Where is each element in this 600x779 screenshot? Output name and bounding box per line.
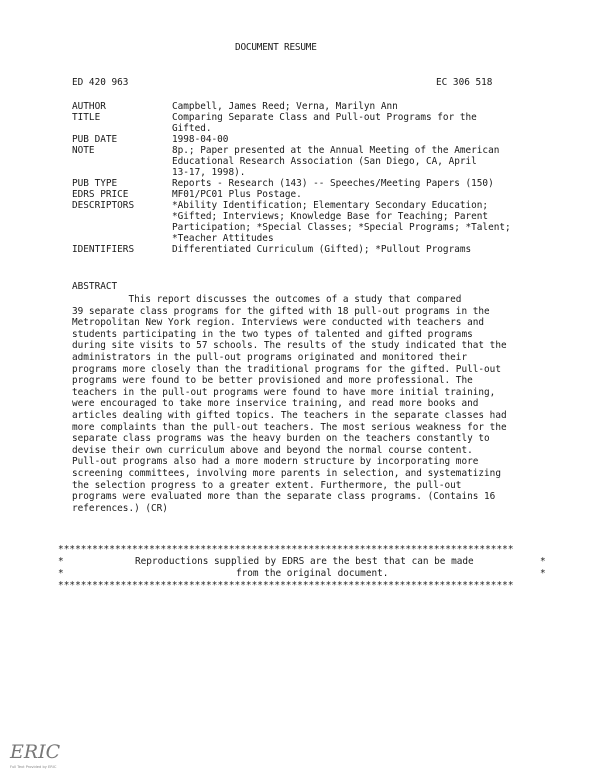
eric-logo-text: ERIC — [10, 741, 61, 763]
field-label: PUB TYPE — [72, 178, 118, 189]
abstract-line: programs more closely than the traditional programs for the gifted. Pull-out — [72, 363, 501, 375]
star-right-2: * — [540, 568, 546, 579]
field-value-line: Educational Research Association (San Diego, CA, April — [172, 156, 477, 167]
field-label: EDRS PRICE — [72, 189, 129, 200]
abstract-label: ABSTRACT — [72, 281, 118, 292]
field-value-line: Reports - Research (143) -- Speeches/Meeting Papers (150) — [172, 178, 494, 189]
field-value — [172, 112, 542, 134]
field-value-line: Differentiated Curriculum (Gifted); *Pullout Programs — [172, 244, 472, 255]
abstract-line: Metropolitan New York region. Interviews were conducted with teachers and — [72, 317, 485, 329]
field-label: AUTHOR — [72, 101, 106, 112]
field-value-line: *Gifted; Interviews; Knowledge Base for Teaching; Parent — [172, 211, 489, 222]
field-value-line: *Teacher Attitudes — [172, 233, 274, 244]
star-left-2: * — [58, 568, 64, 579]
star-left-1: * — [58, 556, 64, 567]
field-value — [172, 134, 542, 145]
field-value — [172, 189, 542, 200]
abstract-line: teachers in the pull-out programs were found to have more initial training, — [72, 386, 496, 398]
field-value — [172, 145, 542, 178]
star-border-top: ******************************************************************************** — [58, 544, 514, 555]
abstract-line: students participating in the two types of talented and gifted programs — [72, 328, 473, 340]
field-row-pub-type — [72, 178, 542, 189]
reproduction-notice-line2: from the original document. — [236, 568, 389, 579]
field-row-title — [72, 112, 542, 134]
document-title: DOCUMENT RESUME — [235, 42, 317, 53]
field-label: DESCRIPTORS — [72, 200, 135, 211]
field-value-line: Participation; *Special Classes; *Special Programs; *Talent; — [172, 222, 511, 233]
field-value-line: Campbell, James Reed; Verna, Marilyn Ann — [172, 101, 398, 112]
star-right-1: * — [540, 556, 546, 567]
abstract-line: This report discusses the outcomes of a study that compared — [72, 294, 462, 305]
field-value-line: *Ability Identification; Elementary Secondary Education; — [172, 200, 489, 211]
field-row-descriptors — [72, 200, 542, 244]
field-label: PUB DATE — [72, 134, 118, 145]
abstract-line: Pull-out programs also had a more modern structure by incorporating more — [72, 456, 479, 468]
metadata-fields — [72, 101, 542, 255]
field-label: IDENTIFIERS — [72, 244, 135, 255]
eric-logo-subtext: Full Text Provided by ERIC — [10, 765, 57, 769]
abstract-line: articles dealing with gifted topics. The teachers in the separate classes had — [72, 409, 507, 421]
field-value-line: 8p.; Paper presented at the Annual Meeting of the American — [172, 145, 500, 156]
abstract-line: were encouraged to take more inservice training, and read more books and — [72, 398, 479, 410]
abstract-line: references.) (CR) — [72, 502, 168, 514]
field-value — [172, 101, 542, 112]
field-value — [172, 200, 542, 244]
reproduction-notice-line1: Reproductions supplied by EDRS are the best that can be made — [135, 556, 474, 567]
abstract-line: during site visits to 57 schools. The results of the study indicated that the — [72, 340, 507, 352]
star-border-bottom: ******************************************************************************** — [58, 580, 514, 591]
abstract-line: screening committees, involving more parents in selection, and systematizing — [72, 467, 501, 479]
field-label: TITLE — [72, 112, 101, 123]
abstract-line: devise their own curriculum above and beyond the normal course content. — [72, 444, 473, 456]
field-row-edrs-price — [72, 189, 542, 200]
field-value-line: 13-17, 1998). — [172, 167, 246, 178]
eric-logo — [8, 738, 61, 772]
ed-number: ED 420 963 — [72, 77, 129, 88]
field-value-line: MF01/PC01 Plus Postage. — [172, 189, 302, 200]
field-row-note — [72, 145, 542, 178]
abstract-line: programs were evaluated more than the separate class programs. (Contains 16 — [72, 491, 496, 503]
abstract-line: the selection progress to a greater extent. Furthermore, the pull-out — [72, 479, 462, 491]
field-value — [172, 244, 542, 255]
abstract-line: programs were found to be better provisioned and more professional. The — [72, 375, 473, 387]
abstract-line: more complaints than the pull-out teachers. The most serious weakness for the — [72, 421, 507, 433]
field-label: NOTE — [72, 145, 95, 156]
field-value-line: Comparing Separate Class and Pull-out Programs for the — [172, 112, 477, 123]
abstract-line: administrators in the pull-out programs originated and monitored their — [72, 351, 468, 363]
field-row-pub-date — [72, 134, 542, 145]
abstract-line: separate class programs was the heavy burden on the teachers constantly to — [72, 433, 490, 445]
field-value — [172, 178, 542, 189]
field-row-identifiers — [72, 244, 542, 255]
field-row-author — [72, 101, 542, 112]
abstract-line: 39 separate class programs for the gifted with 18 pull-out programs in the — [72, 305, 490, 317]
ec-number: EC 306 518 — [436, 77, 493, 88]
field-value-line: Gifted. — [172, 123, 212, 134]
abstract-text — [72, 294, 552, 514]
field-value-line: 1998-04-00 — [172, 134, 229, 145]
